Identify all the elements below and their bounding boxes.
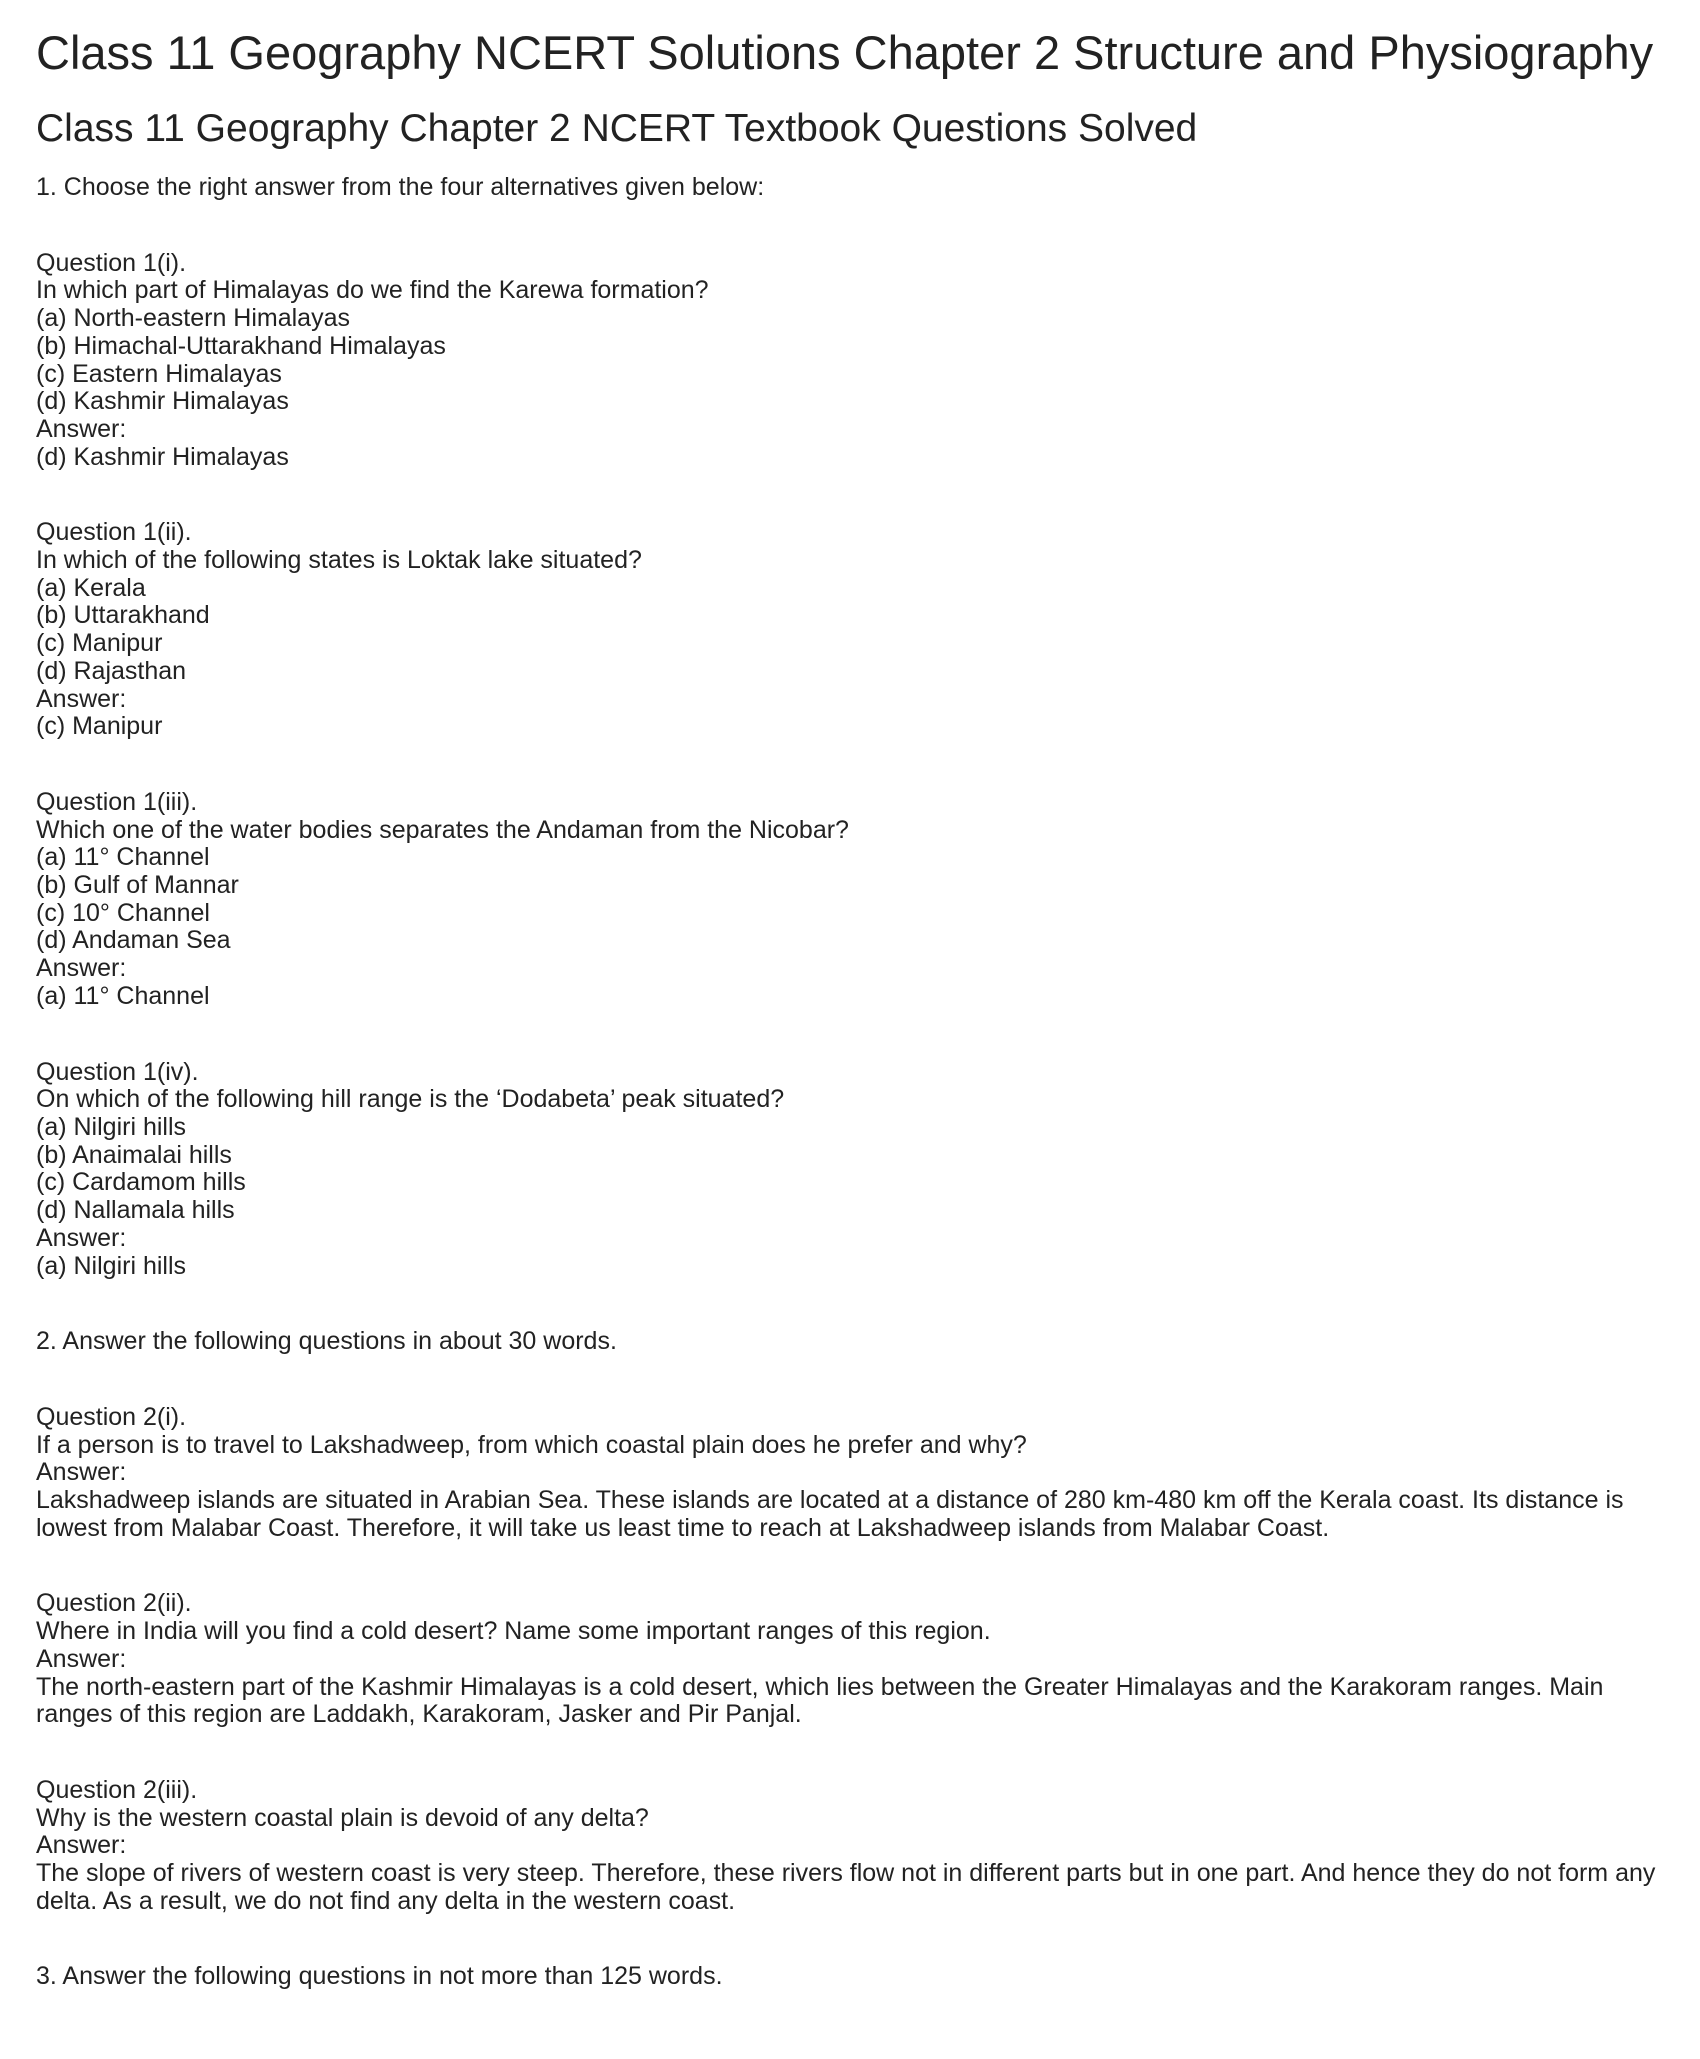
option: (a) Nilgiri hills xyxy=(36,1112,187,1141)
option: (d) Rajasthan xyxy=(36,656,187,685)
question-label: Question 2(iii). xyxy=(36,1775,198,1804)
answer-text: Lakshadweep islands are situated in Arabian Sea. These islands are located at a distance of 280 km-480 km off the Kerala coast. Its distance is lowest from Malabar Coast. Therefore, it will take us least time to reach at Lakshadweep islands from Malabar Coast. xyxy=(36,1486,1624,1542)
question-label: Question 2(i). xyxy=(36,1402,187,1431)
option: (b) Uttarakhand xyxy=(36,601,210,630)
page-title: Class 11 Geography NCERT Solutions Chapter 2 Structure and Physiography xyxy=(36,26,1654,79)
section-heading: Class 11 Geography Chapter 2 NCERT Textbook Questions Solved xyxy=(36,107,1198,150)
option: (d) Kashmir Himalayas xyxy=(36,387,289,416)
answer-label: Answer: xyxy=(36,414,127,443)
option: (a) Kerala xyxy=(36,573,146,602)
answer-text: (d) Kashmir Himalayas xyxy=(36,442,289,471)
answer-text: (c) Manipur xyxy=(36,712,163,741)
question-text: Which one of the water bodies separates the Andaman from the Nicobar? xyxy=(36,815,849,844)
question-text: On which of the following hill range is the ‘Dodabeta’ peak situated? xyxy=(36,1085,785,1114)
answer-label: Answer: xyxy=(36,1458,127,1487)
question-label: Question 1(iii). xyxy=(36,787,198,816)
option: (d) Andaman Sea xyxy=(36,926,231,955)
instruction-3 xyxy=(36,1963,1664,1991)
option: (c) Manipur xyxy=(36,629,163,658)
answer-label: Answer: xyxy=(36,684,127,713)
short-question-block xyxy=(36,1590,1664,1729)
question-label: Question 2(ii). xyxy=(36,1589,192,1618)
mcq-question-block xyxy=(36,1059,1664,1281)
answer-label: Answer: xyxy=(36,1831,127,1860)
question-label: Question 1(i). xyxy=(36,248,187,277)
short-question-block xyxy=(36,1404,1664,1543)
answer-label: Answer: xyxy=(36,954,127,983)
answer-label: Answer: xyxy=(36,1223,127,1252)
option: (d) Nallamala hills xyxy=(36,1196,235,1225)
question-text: If a person is to travel to Lakshadweep, from which coastal plain does he prefer and why? xyxy=(36,1430,1027,1459)
question-label: Question 1(ii). xyxy=(36,518,192,547)
instruction-text: 1. Choose the right answer from the four alternatives given below: xyxy=(36,173,765,201)
short-question-block xyxy=(36,1777,1664,1916)
mcq-question-block xyxy=(36,519,1664,741)
instruction-1 xyxy=(36,174,1664,202)
option: (a) North-eastern Himalayas xyxy=(36,304,350,333)
answer-text: (a) 11° Channel xyxy=(36,981,210,1010)
answer-text: The slope of rivers of western coast is very steep. Therefore, these rivers flow not in different parts but in one part. And hence they do not form any delta. As a result, we do not find any delta in the western coast. xyxy=(36,1859,1656,1915)
mcq-question-block xyxy=(36,789,1664,1011)
option: (c) Eastern Himalayas xyxy=(36,359,282,388)
option: (c) 10° Channel xyxy=(36,898,210,927)
mcq-question-block xyxy=(36,250,1664,472)
answer-text: The north-eastern part of the Kashmir Himalayas is a cold desert, which lies between the Greater Himalayas and the Karakoram ranges. Main ranges of this region are Laddakh, Karakoram, Jasker and Pir Panjal. xyxy=(36,1672,1604,1729)
instruction-2 xyxy=(36,1328,1664,1356)
question-text: Where in India will you find a cold desert? Name some important ranges of this region. xyxy=(36,1617,991,1646)
question-text: Why is the western coastal plain is devoid of any delta? xyxy=(36,1803,649,1832)
answer-label: Answer: xyxy=(36,1644,127,1673)
instruction-text: 2. Answer the following questions in about 30 words. xyxy=(36,1327,617,1356)
option: (a) 11° Channel xyxy=(36,843,210,872)
option: (b) Gulf of Mannar xyxy=(36,871,239,900)
question-label: Question 1(iv). xyxy=(36,1057,199,1086)
question-text: In which part of Himalayas do we find the Karewa formation? xyxy=(36,276,709,305)
question-text: In which of the following states is Loktak lake situated? xyxy=(36,546,642,575)
option: (b) Anaimalai hills xyxy=(36,1140,232,1169)
option: (c) Cardamom hills xyxy=(36,1168,246,1197)
option: (b) Himachal-Uttarakhand Himalayas xyxy=(36,331,446,360)
instruction-text: 3. Answer the following questions in not more than 125 words. xyxy=(36,1962,723,1991)
answer-text: (a) Nilgiri hills xyxy=(36,1251,187,1280)
